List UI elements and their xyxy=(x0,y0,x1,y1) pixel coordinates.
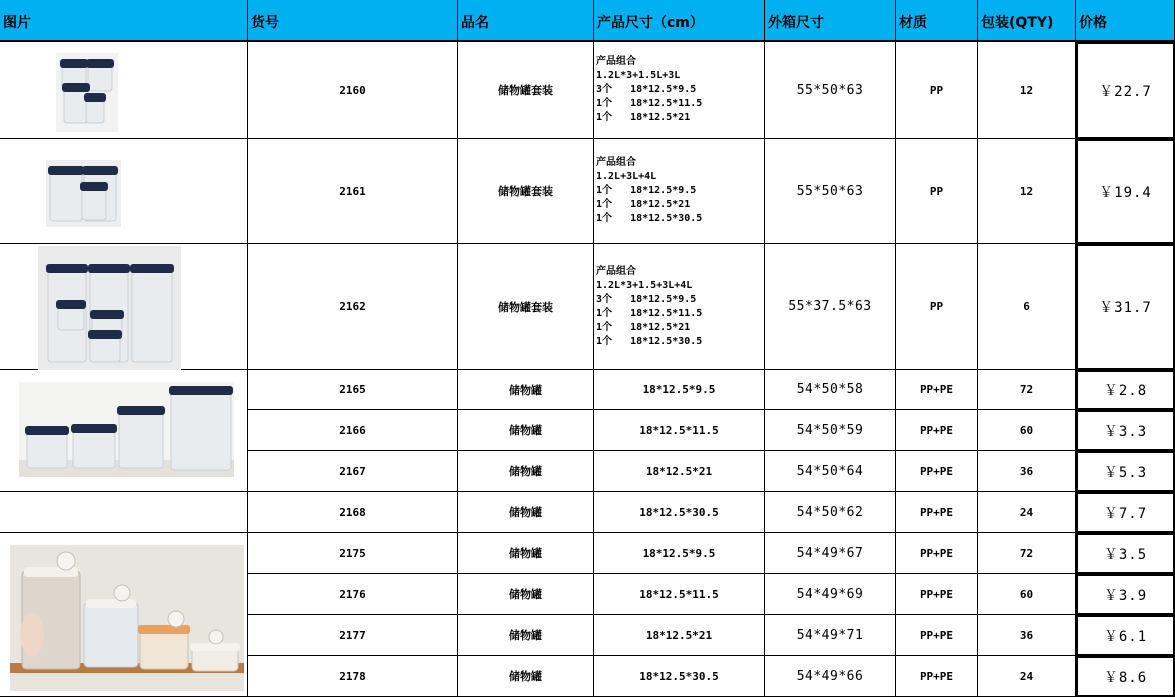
header-price: 价格 xyxy=(1076,0,1175,42)
cell-product-name: 储物罐 xyxy=(458,370,594,410)
cell-pack-qty: 24 xyxy=(978,656,1076,697)
cell-product-name: 储物罐 xyxy=(458,574,594,615)
cell-price: ￥7.7 xyxy=(1076,492,1175,533)
cell-item-number: 2166 xyxy=(248,410,458,451)
cell-item-number: 2160 xyxy=(248,42,458,139)
product-photo-2160 xyxy=(56,53,118,132)
cell-item-number: 2167 xyxy=(248,451,458,492)
cell-pack-qty: 60 xyxy=(978,574,1076,615)
cell-image xyxy=(0,492,248,533)
cell-carton-size: 54*50*58 xyxy=(765,370,896,410)
cell-carton-size: 54*49*67 xyxy=(765,533,896,574)
cell-product-size: 18*12.5*21 xyxy=(594,451,765,492)
cell-price: ￥19.4 xyxy=(1076,139,1175,244)
product-photo-2175-2178 xyxy=(10,545,244,691)
cell-product-name: 储物罐 xyxy=(458,615,594,656)
cell-pack-qty: 12 xyxy=(978,42,1076,139)
cell-price: ￥3.9 xyxy=(1076,574,1175,615)
cell-carton-size: 54*50*64 xyxy=(765,451,896,492)
product-photo-2162 xyxy=(38,246,181,370)
cell-carton-size: 55*50*63 xyxy=(765,139,896,244)
cell-item-number: 2176 xyxy=(248,574,458,615)
cell-product-name: 储物罐 xyxy=(458,656,594,697)
cell-product-size: 18*12.5*30.5 xyxy=(594,492,765,533)
cell-carton-size: 54*50*59 xyxy=(765,410,896,451)
cell-price: ￥5.3 xyxy=(1076,451,1175,492)
cell-product-name: 储物罐 xyxy=(458,451,594,492)
header-item-number: 货号 xyxy=(248,0,458,42)
header-carton-size: 外箱尺寸 xyxy=(765,0,896,42)
header-image: 图片 xyxy=(0,0,248,42)
cell-price: ￥31.7 xyxy=(1076,244,1175,370)
cell-material: PP+PE xyxy=(896,451,978,492)
header-product-size: 产品尺寸（cm） xyxy=(594,0,765,42)
spec-lines: 产品组合 1.2L+3L+4L 1个 18*12.5*9.5 1个 18*12.5*21 1个 18*12.5*30.5 xyxy=(596,157,703,224)
cell-product-name: 储物罐套装 xyxy=(458,139,594,244)
cell-material: PP+PE xyxy=(896,370,978,410)
cell-product-size xyxy=(594,244,765,370)
spec-lines: 产品组合 1.2L*3+1.5+3L+4L 3个 18*12.5*9.5 1个 18*12.5*11.5 1个 18*12.5*21 1个 18*12.5*30.5 xyxy=(596,265,703,347)
cell-price: ￥3.3 xyxy=(1076,410,1175,451)
cell-pack-qty: 72 xyxy=(978,533,1076,574)
cell-item-number: 2178 xyxy=(248,656,458,697)
cell-carton-size: 55*37.5*63 xyxy=(765,244,896,370)
cell-material: PP+PE xyxy=(896,615,978,656)
header-pack-qty: 包装(QTY) xyxy=(978,0,1076,42)
cell-item-number: 2175 xyxy=(248,533,458,574)
cell-price: ￥3.5 xyxy=(1076,533,1175,574)
product-photo-2165-2168 xyxy=(19,382,234,477)
cell-pack-qty: 72 xyxy=(978,370,1076,410)
cell-material: PP+PE xyxy=(896,410,978,451)
cell-product-name: 储物罐套装 xyxy=(458,42,594,139)
cell-product-size: 18*12.5*21 xyxy=(594,615,765,656)
cell-product-name: 储物罐 xyxy=(458,492,594,533)
cell-item-number: 2162 xyxy=(248,244,458,370)
cell-pack-qty: 36 xyxy=(978,615,1076,656)
cell-material: PP xyxy=(896,244,978,370)
cell-pack-qty: 12 xyxy=(978,139,1076,244)
cell-carton-size: 55*50*63 xyxy=(765,42,896,139)
cell-product-size xyxy=(594,139,765,244)
cell-material: PP+PE xyxy=(896,574,978,615)
cell-carton-size: 54*49*66 xyxy=(765,656,896,697)
cell-item-number: 2161 xyxy=(248,139,458,244)
cell-image xyxy=(0,42,248,139)
cell-product-name: 储物罐 xyxy=(458,410,594,451)
cell-price: ￥8.6 xyxy=(1076,656,1175,697)
header-product-name: 品名 xyxy=(458,0,594,42)
cell-product-name: 储物罐 xyxy=(458,533,594,574)
cell-pack-qty: 60 xyxy=(978,410,1076,451)
header-material: 材质 xyxy=(896,0,978,42)
cell-product-name: 储物罐套装 xyxy=(458,244,594,370)
cell-carton-size: 54*49*69 xyxy=(765,574,896,615)
cell-price: ￥22.7 xyxy=(1076,42,1175,139)
cell-product-size: 18*12.5*11.5 xyxy=(594,410,765,451)
cell-pack-qty: 6 xyxy=(978,244,1076,370)
cell-product-size: 18*12.5*30.5 xyxy=(594,656,765,697)
cell-price: ￥2.8 xyxy=(1076,370,1175,410)
cell-material: PP xyxy=(896,42,978,139)
cell-material: PP+PE xyxy=(896,492,978,533)
cell-material: PP+PE xyxy=(896,656,978,697)
cell-product-size xyxy=(594,42,765,139)
cell-product-size: 18*12.5*9.5 xyxy=(594,533,765,574)
cell-material: PP xyxy=(896,139,978,244)
cell-item-number: 2168 xyxy=(248,492,458,533)
cell-carton-size: 54*49*71 xyxy=(765,615,896,656)
cell-product-size: 18*12.5*9.5 xyxy=(594,370,765,410)
cell-image xyxy=(0,139,248,244)
cell-pack-qty: 36 xyxy=(978,451,1076,492)
cell-pack-qty: 24 xyxy=(978,492,1076,533)
spec-lines: 产品组合 1.2L*3+1.5L+3L 3个 18*12.5*9.5 1个 18*12.5*11.5 1个 18*12.5*21 xyxy=(596,56,703,123)
cell-material: PP+PE xyxy=(896,533,978,574)
cell-item-number: 2165 xyxy=(248,370,458,410)
cell-product-size: 18*12.5*11.5 xyxy=(594,574,765,615)
cell-price: ￥6.1 xyxy=(1076,615,1175,656)
cell-item-number: 2177 xyxy=(248,615,458,656)
cell-carton-size: 54*50*62 xyxy=(765,492,896,533)
product-photo-2161 xyxy=(46,160,121,227)
